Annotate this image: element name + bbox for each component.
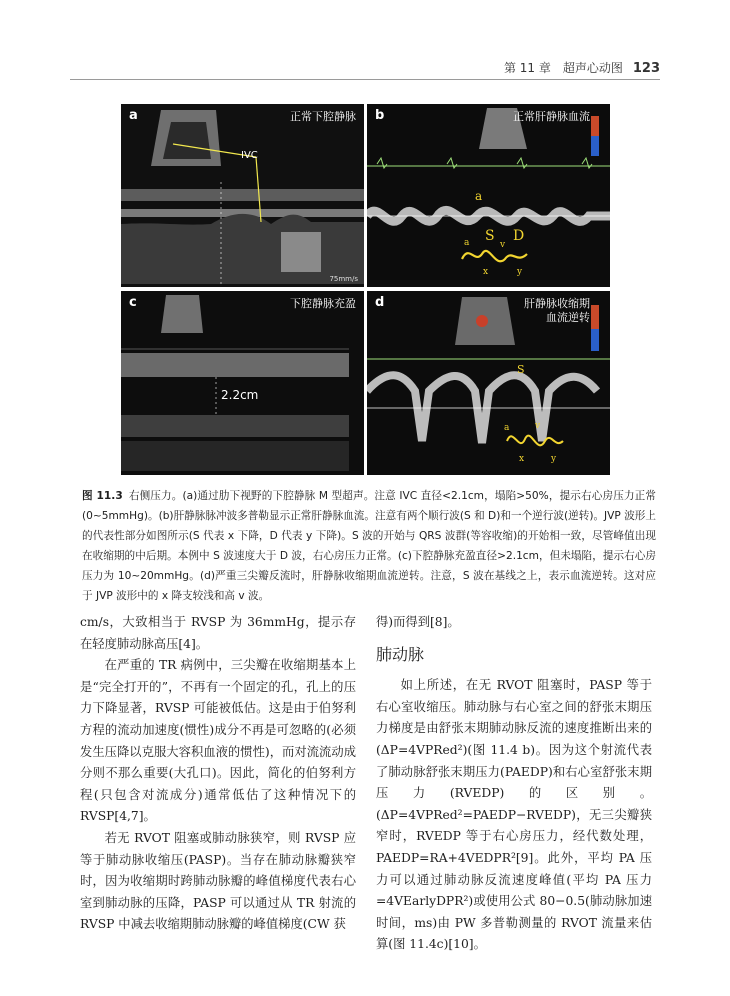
jvp-v-label: v xyxy=(535,421,541,431)
panel-label: c xyxy=(129,295,137,310)
panel-title: 正常下腔静脉 xyxy=(290,110,356,123)
figure-panel-b xyxy=(367,104,610,287)
paragraph: cm/s，大致相当于 RVSP 为 36mmHg，提示存在轻度肺动脉高压[4]。 xyxy=(80,615,356,651)
paragraph: 如上所述，在无 RVOT 阻塞时，PASP 等于右心室收缩压。肺动脉与右心室之间的舒张末期压力梯度是由舒张末期肺动脉反流的速度推断出来的(ΔP=4VPRed²)(图 11.4 b)。因为这个射流代表了肺动脉舒张末期压力(PAEDP)和右心室舒张末期压力(RVEDP)的区别。(ΔP=4VPRed²=PAEDP−RVEDP)，无三尖瓣狭窄时，RVEDP 等于右心房压力，经代数处理，PAEDP=RA+4VEDPR²[9]。此外，平均 PA 压力可以通过肺动脉反流速度峰值(平均 PA 压力=4VEarlyDPR²)或使用公式 80−0.5(肺动脉加速时间，ms)由 PW 多普勒测量的 RVOT 流量来估算(图 11.4c)[10]。 xyxy=(376,678,652,952)
jvp-a-label: a xyxy=(464,238,470,248)
panel-c-image xyxy=(121,291,364,475)
panel-label: d xyxy=(375,295,385,310)
paragraph: 若无 RVOT 阻塞或肺动脉狭窄，则 RVSP 应等于肺动脉收缩压(PASP)。当存在肺动脉瓣狭窄时，因为收缩期时跨肺动脉瓣的峰值梯度代表右心室到肺动脉的压降，PASP 可以通过从 TR 射流的 RVSP 中减去收缩期肺动脉瓣的峰值梯度(CW 获 xyxy=(80,830,356,932)
panel-label: b xyxy=(375,108,385,123)
left-column xyxy=(80,612,356,936)
wave-s-label: S xyxy=(485,228,495,244)
speed-label: 75mm/s xyxy=(329,275,358,283)
figure-panel-d xyxy=(367,291,610,475)
wave-d-label: D xyxy=(513,228,525,244)
jvp-y-label: y xyxy=(551,454,557,464)
right-column xyxy=(376,612,652,956)
figure-panel-a xyxy=(121,104,364,287)
header-rule xyxy=(70,79,660,80)
wave-a-label: a xyxy=(475,189,483,203)
paragraph: 在严重的 TR 病例中，三尖瓣在收缩期基本上是“完全打开的”，不再有一个固定的孔，孔上的压力下降显著，RVSP 可能被低估。这是由于伯努利方程的流动加速度(惯性)成分不再是可忽略的(必须发生压降以克服大容积血液的惯性)，而对流流动成分则不那么重要(大孔口)。因此，简化的伯努利方程(只包含对流成分)通常低估了这种情况下的 RVSP[4,7]。 xyxy=(80,658,356,824)
running-head xyxy=(504,59,660,76)
panel-label: a xyxy=(129,108,138,123)
jvp-v-label: v xyxy=(500,240,506,250)
panel-a-image xyxy=(121,104,364,287)
figure-label: 图 11.3 xyxy=(82,490,123,502)
panel-title: 肝静脉收缩期 血流逆转 xyxy=(524,297,590,324)
wave-a-label: a xyxy=(504,423,510,433)
caption-text: 右侧压力。(a)通过肋下视野的下腔静脉 M 型超声。注意 IVC 直径<2.1cm，塌陷>50%，提示右心房压力正常(0~5mmHg)。(b)肝静脉脉冲波多普勒显示正常肝静脉血流。注意有两个顺行波(S 和 D)和一个逆行波(逆转)。JVP 波形上的代表性部分如图所示(S 代表 x 下降，D 代表 y 下降)。S 波的开始与 QRS 波群(等容收缩)的开始相一致，尽管峰值出现在收缩期的中后期。本例中 S 波速度大于 D 波，右心房压力正常。(c)下腔静脉充盈直径>2.1cm，但未塌陷，提示右心房压力为 10~20mmHg。(d)严重三尖瓣反流时，肝静脉收缩期血流逆转。注意，S 波在基线之上，表示血流逆转。这对应于 JVP 波形中的 x 降支较浅和高 v 波。 xyxy=(82,490,656,602)
jvp-x-label: x xyxy=(519,454,525,464)
ivc-label: IVC xyxy=(241,150,258,161)
jvp-y-label: y xyxy=(517,267,523,277)
panel-title: 正常肝静脉血流 xyxy=(513,110,590,123)
page-number: 123 xyxy=(632,61,660,76)
jvp-x-label: x xyxy=(483,267,489,277)
wave-s-label: S xyxy=(517,363,525,376)
section-heading: 肺动脉 xyxy=(376,644,425,664)
chapter-title: 第 11 章 超声心动图 xyxy=(503,61,623,75)
figure-caption xyxy=(82,486,656,606)
diameter-label: 2.2cm xyxy=(221,388,259,402)
paragraph: 得)而得到[8]。 xyxy=(376,615,460,629)
figure-panel-c xyxy=(121,291,364,475)
panel-title: 下腔静脉充盈 xyxy=(290,297,356,310)
page-header xyxy=(70,55,660,81)
panel-b-image xyxy=(367,104,610,287)
